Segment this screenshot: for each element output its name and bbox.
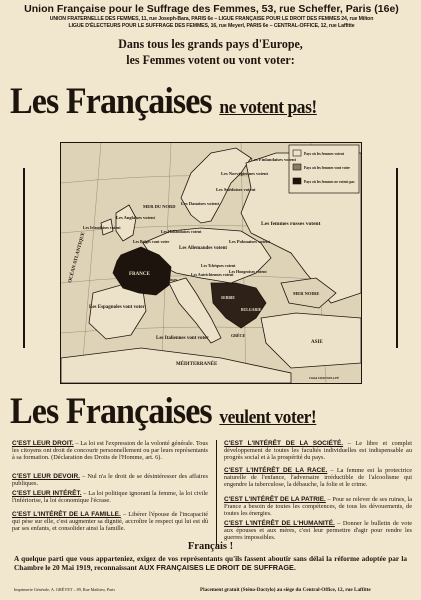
label-serbie: SERBIE <box>221 296 235 300</box>
legend-text-votent: Pays où les femmes votent <box>304 152 344 156</box>
header-line-1: Union Française pour le Suffrage des Femmes, 53, rue Scheffer, Paris (16e) <box>24 3 399 15</box>
label-autrichiennes: Les Autrichiennes votent <box>191 272 234 277</box>
label-tcheques: Les Tchèques votent <box>201 263 236 268</box>
header-line-2: UNION FRATERNELLE DES FEMMES, 11, rue Joseph-Bara, PARIS 6e – LIGUE FRANÇAISE POUR LE DROIT DES FEMMES 24, rue Milton <box>49 16 374 22</box>
headline-veulent-voter <box>10 390 316 433</box>
label-france: FRANCE <box>129 272 150 277</box>
label-hollandaises: Les Hollandaises votent <box>161 229 202 234</box>
label-polonaises: Les Polonaises votent <box>229 239 270 244</box>
section-interet: C'EST LEUR INTÉRÊT. – La loi politique ignorant la femme, la loi civile l'infériorise, la loi économique l'écrase. <box>12 490 208 505</box>
label-irlandaises: Les Irlandaises votent <box>83 225 121 230</box>
tagline-line-2: les Femmes votent ou vont voter: <box>126 52 295 67</box>
map-svg <box>61 143 361 383</box>
label-asie: ASIE <box>311 340 323 345</box>
legend-swatch-ne-votent-pas <box>293 178 301 184</box>
headline-ne-votent-pas <box>10 80 317 123</box>
section-humanite: C'EST L'INTÉRÊT DE L'HUMANITÉ. – Donner le bulletin de vote aux épouses et aux mères, c'est leur permettre d'agir pour rendre les guerres impossibles. <box>224 520 413 542</box>
label-finlandaises: Les Finlandaises votent <box>251 157 297 162</box>
label-mer-du-nord: MER DU NORD <box>143 204 176 209</box>
appeal-title: Français ! <box>187 541 234 552</box>
label-danoises: Les Danoises votent <box>181 201 219 206</box>
section-societe: C'EST L'INTÉRÊT DE LA SOCIÉTÉ. – Le libre et complet développement de toutes les facultés individuelles est indispensable au progrès social et à la prospérité du pays. <box>224 440 412 462</box>
label-allemandes: Les Allemandes votent <box>179 246 228 251</box>
iberia-shape <box>89 285 146 339</box>
section-droit: C'EST LEUR DROIT. – La loi est l'expression de la volonté générale. Tous les citoyens ont droit de concourir personnellement ou par leurs représentants à sa formation. (Déclaration des Droits de l'Homme, art. 6). <box>12 440 208 462</box>
label-russes: Les femmes russes votent <box>261 221 321 227</box>
label-norvegiennes: Les Norvégiennes votent <box>221 171 268 176</box>
section-famille: C'EST L'INTÉRÊT DE LA FAMILLE. – Libérer l'épouse de l'incapacité qui pèse sur elle, c'est augmenter sa dignité, accroître le respect qui lui est dû par ses enfants, et consolider ainsi la famille. <box>12 511 209 533</box>
label-suisses: Les Suisses <box>159 278 178 282</box>
headline-suffix: ne votent pas! <box>219 97 317 118</box>
label-espagnoles: Les Espagnoles vont voter <box>89 305 145 310</box>
appeal-emphasis-1: AUX FRANÇAISES <box>138 563 204 572</box>
legend-text-vont-voter: Pays où les femmes vont voter <box>304 166 351 170</box>
legend-swatch-vont-voter <box>293 164 301 170</box>
section-race: C'EST L'INTÉRÊT DE LA RACE. – La femme est la protectrice naturelle de l'enfance, l'adversaire irréductible de l'alcoolisme qui engendre la tuberculose, la débauche, la folie et le crime. <box>224 467 412 489</box>
label-bulgarie: BULGARIE <box>241 308 262 312</box>
legend-text-ne-votent-pas: Pays où les femmes ne votent pas <box>304 180 355 184</box>
column-divider <box>216 440 217 546</box>
great-britain-shape <box>116 205 136 241</box>
label-hongroises: Les Hongroises votent <box>229 269 267 274</box>
europe-map <box>60 142 362 384</box>
label-suedoises: Les Suédoises votent <box>216 187 256 192</box>
headline-word: Les Françaises <box>10 81 212 122</box>
appeal-body: A quelque parti que vous apparteniez, exigez de vos représentants qu'ils fassent aboutir sans délai la réforme adoptée par la Chambre le 20 Mai 1919, reconnaissant AUX FRANÇAISES LE DROIT DE SUFFRAGE. <box>14 554 407 572</box>
label-grece: GRÈCE <box>231 333 246 338</box>
legend-swatch-votent <box>293 150 301 156</box>
label-mer-noire: MER NOIRE <box>293 291 320 296</box>
footer-placement: Placement gratuit (Sténo-Dactylo) au siège du Central-Office, 12, rue Laffitte <box>200 587 371 593</box>
header-line-3: LIGUE D'ÉLECTEURS POUR LE SUFFRAGE DES FEMMES, 16, rue Meyerl, PARIS 6e – CENTRAL-OFFICE, 12, rue Laffitte <box>68 23 355 29</box>
appeal-emphasis-2: LE DROIT DE SUFFRAGE. <box>205 563 296 572</box>
label-belges: Les Belges vont voter <box>133 239 170 244</box>
balkans-shape <box>211 283 266 328</box>
footer-printer: Imprimerie Générale, A. GRÉVET – 89, Rue Mathieu, Paris <box>14 587 116 592</box>
label-mediterranee: MÉDITERRANÉE <box>176 362 218 367</box>
right-rule <box>396 168 398 348</box>
section-devoir: C'EST LEUR DEVOIR. – Nul n'a le droit de se désintéresser des affaires publiques. <box>12 473 208 488</box>
left-rule <box>23 168 25 348</box>
section-patrie: C'EST L'INTÉRÊT DE LA PATRIE. – Pour se relever de ses ruines, la France a besoin de toutes les compétences, de tous les dévouements, de toutes les énergies. <box>224 496 412 518</box>
label-anglaises: Les Anglaises votent <box>116 215 156 220</box>
scandinavia-shape <box>181 148 251 223</box>
map-credit: Cliché SWALWELLPÉ <box>309 376 339 380</box>
label-atlantique: OCÉAN ATLANTIQUE <box>68 231 87 284</box>
tagline-line-1: Dans tous les grands pays d'Europe, <box>118 36 303 51</box>
headline-word: Les Françaises <box>10 391 212 432</box>
headline-suffix: veulent voter! <box>219 407 317 428</box>
label-italiennes: Les Italiennes vont voter <box>156 336 209 341</box>
